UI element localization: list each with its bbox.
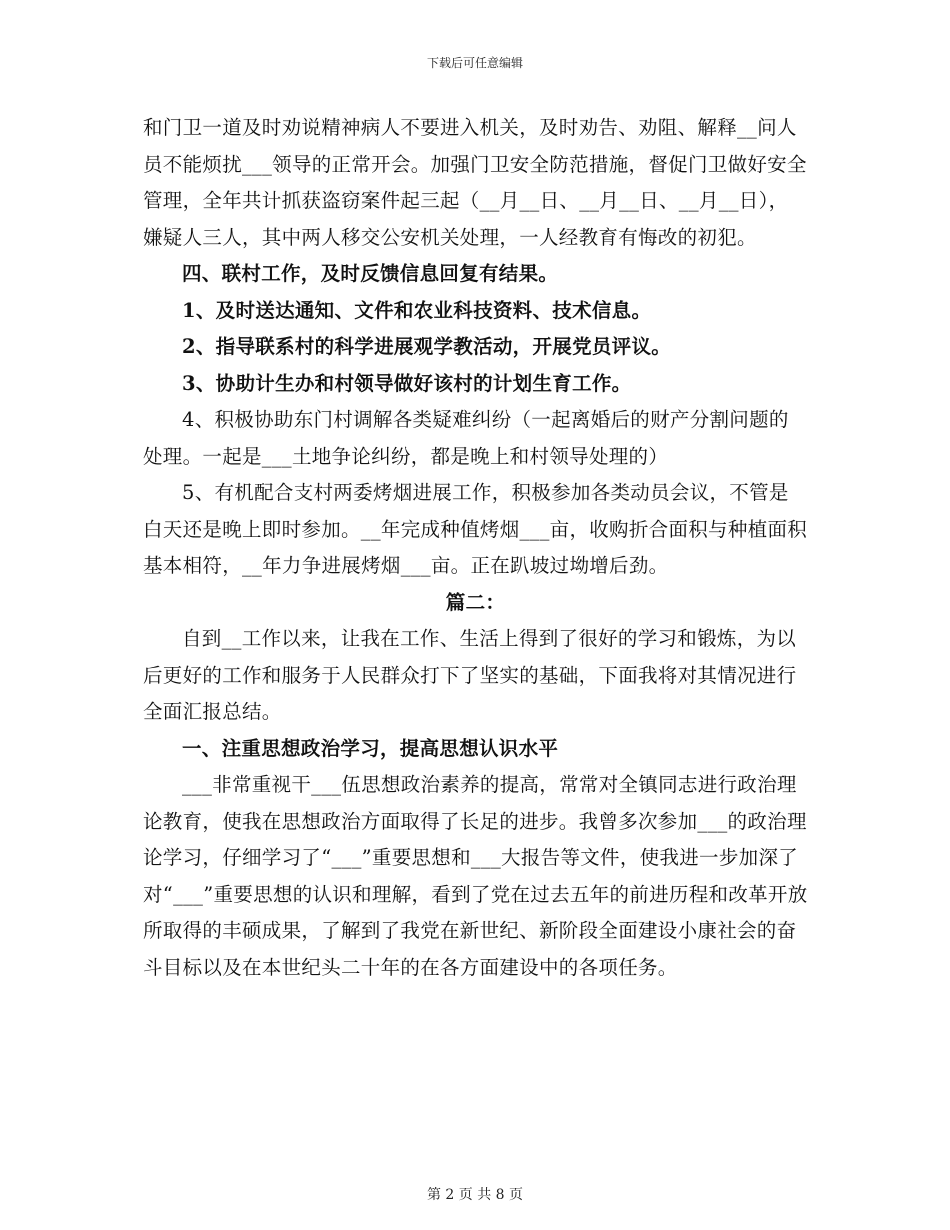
list-item-3: 3、协助计生办和村领导做好该村的计划生育工作。 <box>182 371 632 395</box>
list-item-1: 1、及时送达通知、文件和农业科技资料、技术信息。 <box>182 298 652 322</box>
document-body <box>143 110 808 986</box>
page-footer: 第 2 页 共 8 页 <box>426 1187 524 1203</box>
list-item-2: 2、指导联系村的科学进展观学教活动，开展党员评议。 <box>182 335 672 358</box>
section-heading-one: 一、注重思想政治学习，提高思想认识水平 <box>182 736 559 760</box>
list-item-4: 4、积极协助东门村调解各类疑难纠纷（一起离婚后的财产分割问题的处理。一起是___土地争论纠纷，都是晚上和村领导处理的） <box>143 408 789 468</box>
part-two-heading: 篇二： <box>445 590 506 614</box>
paragraph-intro: 自到__工作以来，让我在工作、生活上得到了很好的学习和锻炼，为以后更好的工作和服务于人民群众打下了坚实的基础，下面我将对其情况进行全面汇报总结。 <box>143 627 797 723</box>
list-item-5: 5、有机配合支村两委烤烟进展工作，积极参加各类动员会议，不管是白天还是晚上即时参加。__年完成种值烤烟___亩，收购折合面积与种植面积基本相符，__年力争进展烤烟___亩。正在趴坡过坳增后劲。 <box>143 481 808 577</box>
page-header: 下载后可任意编辑 <box>426 56 523 70</box>
section-heading-four: 四、联村工作，及时反馈信息回复有结果。 <box>182 262 559 285</box>
paragraph-continued: 和门卫一道及时劝说精神病人不要进入机关，及时劝告、劝阻、解释__问人员不能烦扰___领导的正常开会。加强门卫安全防范措施，督促门卫做好安全管理，全年共计抓获盗窃案件起三起（__月__日、__月__日、__月__日），嫌疑人三人，其中两人移交公安机关处理，一人经教育有悔改的初犯。 <box>143 116 807 249</box>
paragraph-politics: ___非常重视干___伍思想政治素养的提高，常常对全镇同志进行政治理论教育，使我在思想政治方面取得了长足的进步。我曾多次参加___的政治理论学习，仔细学习了“___”重要思想和___大报告等文件，使我进一步加深了对“___”重要思想的认识和理解，看到了党在过去五年的前进历程和改革开放所取得的丰硕成果，了解到了我党在新世纪、新阶段全面建设小康社会的奋斗目标以及在本世纪头二十年的在各方面建设中的各项任务。 <box>143 773 808 979</box>
